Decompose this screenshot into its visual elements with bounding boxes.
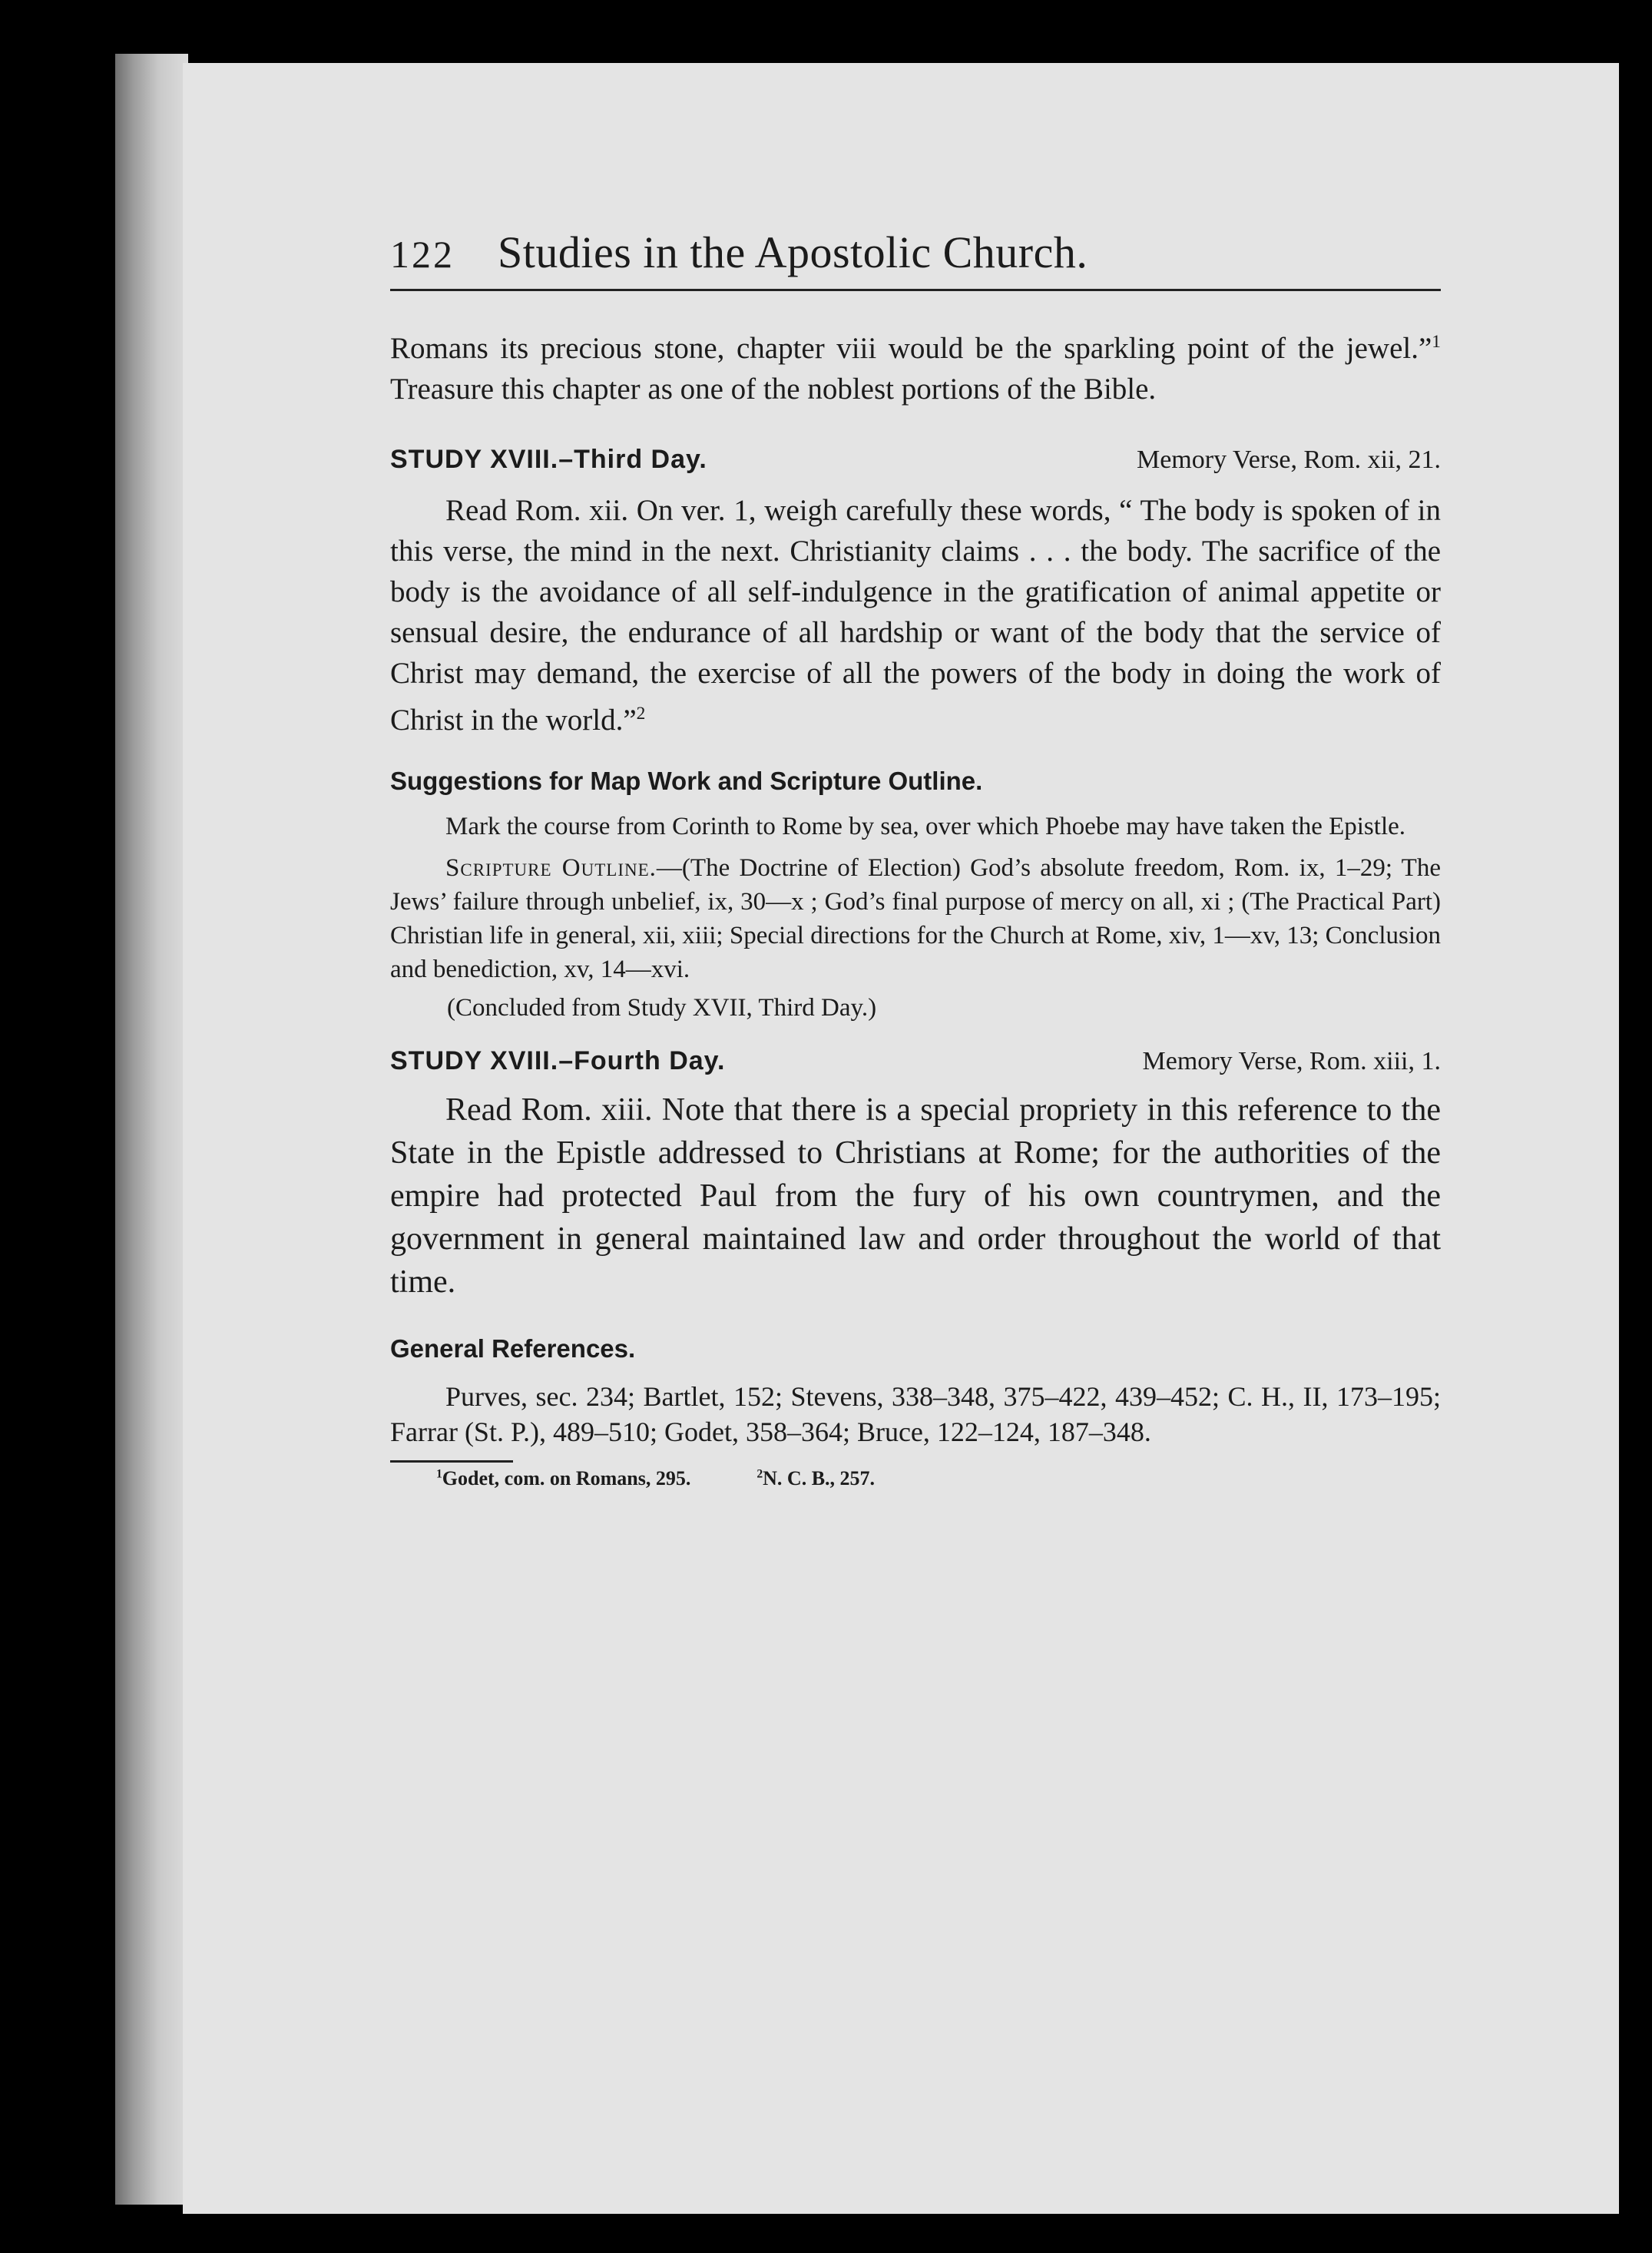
intro-text-after: Treasure this chapter as one of the noblest portions of the Bible. <box>390 373 1157 406</box>
footnote-mark-1: 1 <box>1432 332 1441 352</box>
page-number: 122 <box>390 233 455 276</box>
study-third-day-heading <box>390 445 1441 475</box>
footnote-rule <box>390 1460 513 1463</box>
study-third-day-text <box>390 490 1441 741</box>
study-fourth-day-title: STUDY XVIII.–Fourth Day. <box>390 1046 726 1075</box>
study-fourth-day-heading <box>390 1046 1441 1076</box>
footnote-1 <box>436 1467 690 1490</box>
footnote-1-mark: 1 <box>436 1467 442 1481</box>
running-head <box>390 227 1441 291</box>
study-third-day-title: STUDY XVIII.–Third Day. <box>390 445 707 474</box>
footnote-2-text: N. C. B., 257. <box>763 1467 876 1489</box>
footnote-2 <box>756 1467 875 1490</box>
scripture-outline-label: Scripture Outline. <box>445 854 657 882</box>
scripture-outline-text: —(The Doctrine of Election) God’s absolute freedom, Rom. ix, 1–29; The Jews’ failure through unbelief, ix, 30—x ; God’s final purpose of mercy on all, xi ; (The Practical Part) Christian life in general, xii, xiii; Special directions for the Church at Rome, xiv, 1—xv, 13; Conclusion and benediction, xv, 14—xvi. <box>390 854 1441 983</box>
study-third-day-memory-verse: Memory Verse, Rom. xii, 21. <box>1136 446 1441 474</box>
footnotes <box>390 1467 1441 1490</box>
general-references-heading: General References. <box>390 1334 636 1363</box>
intro-text-before: Romans its precious stone, chapter viii would be the sparkling point of the jewel.” <box>390 332 1432 365</box>
concluded-note: (Concluded from Study XVII, Third Day.) <box>447 994 877 1022</box>
study-fourth-day-memory-verse: Memory Verse, Rom. xiii, 1. <box>1142 1047 1441 1075</box>
page-content <box>390 227 1441 1490</box>
scripture-outline <box>390 851 1441 986</box>
study-fourth-day-text: Read Rom. xiii. Note that there is a special propriety in this reference to the State in the Epistle addressed to Christians at Rome; for the authorities of the empire had protected Paul from the fury of his own countrymen, and the government in general maintained law and order throughout the world of that time. <box>390 1092 1441 1300</box>
footnote-mark-2: 2 <box>636 704 646 724</box>
footnote-2-mark: 2 <box>756 1467 763 1481</box>
suggestions-heading: Suggestions for Map Work and Scripture Outline. <box>390 767 983 795</box>
intro-paragraph <box>390 322 1441 409</box>
book-gutter-shadow <box>115 54 188 2205</box>
footnote-1-text: Godet, com. on Romans, 295. <box>442 1467 691 1489</box>
map-work-text: Mark the course from Corinth to Rome by sea, over which Phoebe may have taken the Epistle. <box>445 813 1406 840</box>
running-title: Studies in the Apostolic Church. <box>498 227 1088 277</box>
study-third-day-body: Read Rom. xii. On ver. 1, weigh carefully these words, “ The body is spoken of in this verse, the mind in the next. Christianity claims . . . the body. The sacrifice of the body is the avoidance of all self-indulgence in the gratification of animal appetite or sensual desire, the endurance of all hardship or want of the body that the service of Christ may demand, the exercise of all the powers of the body in doing the work of Christ in the world.” <box>390 494 1441 737</box>
general-references-text: Purves, sec. 234; Bartlet, 152; Stevens, 338–348, 375–422, 439–452; C. H., II, 173–195; Farrar (St. P.), 489–510; Godet, 358–364; Bruce, 122–124, 187–348. <box>390 1381 1441 1447</box>
